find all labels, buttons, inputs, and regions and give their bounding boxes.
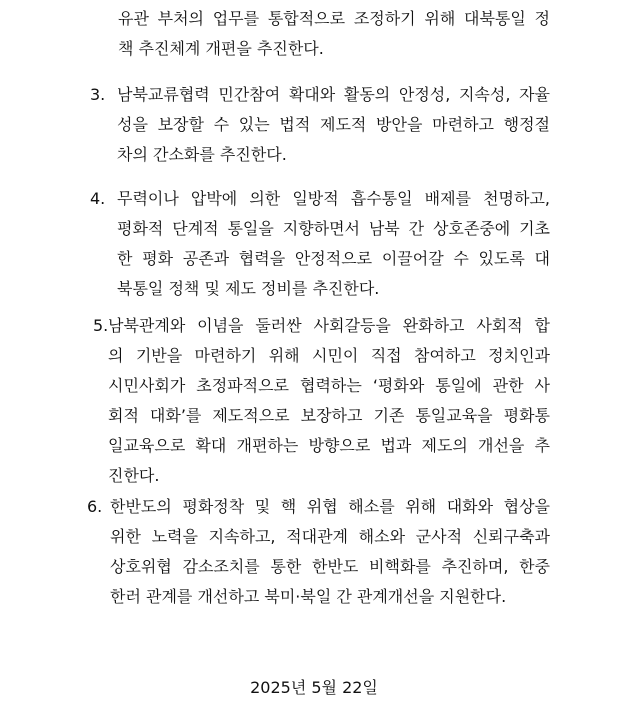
paragraph-line: 유관 부처의 업무를 통합적으로 조정하기 위해 대북통일 정 [118, 9, 550, 28]
list-item [90, 184, 550, 304]
list-item [90, 80, 550, 170]
paragraph-line: 한반도의 평화정착 및 핵 위협 해소를 위해 대화와 협상을 [110, 497, 550, 516]
paragraph-line: 일교육으로 확대 개편하는 방향으로 법과 제도의 개선을 추 [108, 436, 550, 455]
item-number: 3. [90, 85, 106, 104]
paragraph-line: 회적 대화’를 제도적으로 보장하고 기존 통일교육을 평화통 [108, 406, 550, 425]
item-number: 5. [93, 316, 109, 335]
paragraph-line: 한 평화 공존과 협력을 안정적으로 이끌어갈 수 있도록 대 [117, 249, 550, 268]
list-item [118, 4, 550, 64]
paragraph-line: 진한다. [108, 466, 160, 485]
paragraph-line: 무력이나 압박에 의한 일방적 흡수통일 배제를 천명하고, [117, 189, 550, 208]
document-date: 2025년 5월 22일 [250, 678, 378, 697]
paragraph-line: 위한 노력을 지속하고, 적대관계 해소와 군사적 신뢰구축과 [110, 527, 550, 546]
paragraph-line: 의 기반을 마련하기 위해 시민이 직접 참여하고 정치인과 [108, 346, 550, 365]
paragraph-line: 시민사회가 초정파적으로 협력하는 ‘평화와 통일에 관한 사 [108, 376, 550, 395]
paragraph-line: 한러 관계를 개선하고 북미·북일 간 관계개선을 지원한다. [110, 587, 507, 606]
paragraph-line: 상호위협 감소조치를 통한 한반도 비핵화를 추진하며, 한중 [110, 557, 550, 576]
list-item [93, 311, 550, 491]
item-number: 4. [90, 189, 106, 208]
paragraph-line: 남북교류협력 민간참여 확대와 활동의 안정성, 지속성, 자율 [117, 85, 550, 104]
paragraph-line: 남북관계와 이념을 둘러싼 사회갈등을 완화하고 사회적 합 [108, 316, 550, 335]
paragraph-line: 책 추진체계 개편을 추진한다. [118, 39, 324, 58]
paragraph-line: 성을 보장할 수 있는 법적 제도적 방안을 마련하고 행정절 [117, 115, 550, 134]
paragraph-line: 차의 간소화를 추진한다. [117, 145, 287, 164]
item-number: 6. [87, 497, 103, 516]
paragraph-line: 북통일 정책 및 제도 정비를 추진한다. [117, 279, 380, 298]
list-item [87, 492, 550, 612]
paragraph-line: 평화적 단계적 통일을 지향하면서 남북 간 상호존중에 기초 [117, 219, 550, 238]
